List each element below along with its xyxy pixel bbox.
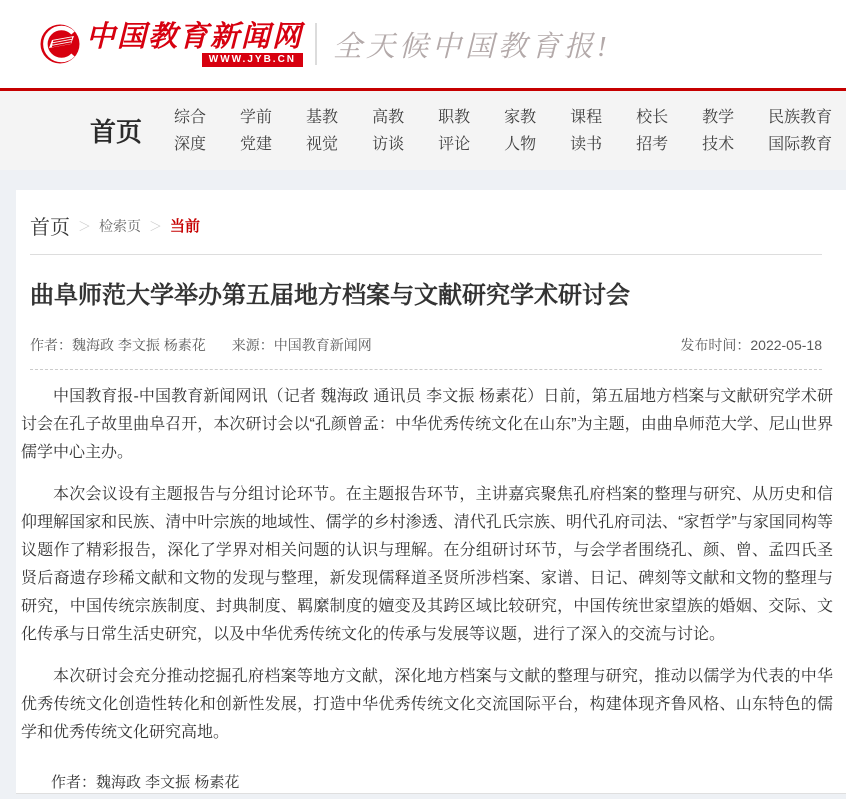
article-body [21,383,833,792]
nav-item-xueqian[interactable]: 学前 [240,108,273,126]
meta-publish-time: 发布时间：2022-05-18 [680,337,822,353]
nav-item-jijiao[interactable]: 基教 [306,108,339,126]
main-nav [0,91,846,170]
nav-item-zhaokao[interactable]: 招考 [636,135,669,153]
nav-item-renwu[interactable]: 人物 [504,135,537,153]
nav-item-pinglun[interactable]: 评论 [438,135,471,153]
nav-column [768,104,832,158]
nav-column [570,104,602,158]
nav-item-dangjian[interactable]: 党建 [240,135,273,153]
site-url-badge: WWW.JYB.CN [202,53,303,67]
header-divider [315,23,317,65]
nav-item-jishu[interactable]: 技术 [702,135,735,153]
site-header [0,0,846,88]
nav-column [702,104,734,158]
nav-item-fangtan[interactable]: 访谈 [372,135,405,153]
nav-column [636,104,668,158]
content-card [16,190,846,794]
nav-item-guojijiaoyu[interactable]: 国际教育 [768,135,833,153]
nav-item-gaojiao[interactable]: 高教 [372,108,405,126]
nav-item-zonghe[interactable]: 综合 [174,108,207,126]
site-slogan: 全天候中国教育报! [333,30,611,63]
nav-item-shendu[interactable]: 深度 [174,135,207,153]
nav-item-jiajiao[interactable]: 家教 [504,108,537,126]
article-paragraph: 本次研讨会充分推动挖掘孔府档案等地方文献，深化地方档案与文献的整理与研究，推动以儒学为代表的中华优秀传统文化创造性转化和创新性发展，打造中华优秀传统文化交流国际平台，构建体现齐鲁风格、山东特色的儒学和优秀传统文化研究高地。 [21,668,833,741]
nav-item-zhijiao[interactable]: 职教 [438,108,471,126]
nav-column [438,104,470,158]
nav-item-xiaozhang[interactable]: 校长 [636,108,669,126]
meta-author: 作者：魏海政 李文振 杨素花 [30,337,206,353]
nav-item-dushu[interactable]: 读书 [570,135,603,153]
breadcrumb-separator-icon: ＞ [149,219,163,234]
breadcrumb-separator-icon: ＞ [78,219,92,234]
site-logo-icon [40,23,80,65]
nav-item-jiaoxue[interactable]: 教学 [702,108,735,126]
breadcrumb-home-link[interactable]: 首页 [30,217,70,239]
nav-column [504,104,536,158]
meta-source: 来源：中国教育新闻网 [231,337,372,353]
site-logo[interactable] [40,22,303,67]
article-paragraph: 中国教育报-中国教育新闻网讯（记者 魏海政 通讯员 李文振 杨素花）日前，第五届地方档案与文献研究学术研讨会在孔子故里曲阜召开，本次研讨会以“孔颜曾孟：中华优秀传统文化在山东”为主题，由曲阜师范大学、尼山世界儒学中心主办。 [21,388,833,461]
nav-column [240,104,272,158]
nav-item-shijue[interactable]: 视觉 [306,135,339,153]
article-meta [30,335,822,355]
nav-column [174,104,206,158]
nav-column [306,104,338,158]
breadcrumb-search-page-link[interactable]: 检索页 [99,217,142,234]
article-title: 曲阜师范大学举办第五届地方档案与文献研究学术研讨会 [30,282,630,309]
nav-item-minzujiaoyu[interactable]: 民族教育 [768,108,833,126]
article-paragraph: 本次会议设有主题报告与分组讨论环节。在主题报告环节，主讲嘉宾聚焦孔府档案的整理与研究、从历史和信仰理解国家和民族、清中叶宗族的地域性、儒学的乡村渗透、清代孔氏宗族、明代孔府司法、“家哲学”与家国同构等议题作了精彩报告，深化了学界对相关问题的认识与理解。在分组研讨环节，与会学者围绕孔、颜、曾、孟四氏圣贤后裔遗存珍稀文献和文物的发现与整理，新发现儒释道圣贤所涉档案、家谱、日记、碑刻等文献和文物的整理与研究，中国传统宗族制度、封典制度、羁縻制度的嬗变及其跨区域比较研究，中国传统世家望族的婚姻、交际、文化传承与日常生活史研究，以及中华优秀传统文化的传承与发展等议题，进行了深入的交流与讨论。 [21,486,833,643]
breadcrumb-divider [30,254,822,255]
nav-item-home[interactable]: 首页 [90,117,143,147]
nav-item-kecheng[interactable]: 课程 [570,108,603,126]
site-name: 中国教育新闻网 [86,20,304,53]
meta-divider [30,369,822,370]
breadcrumb [30,190,822,240]
breadcrumb-current: 当前 [170,218,201,235]
article-footer-author: 作者：魏海政 李文振 杨素花 [51,774,240,791]
nav-columns [174,104,846,158]
nav-column [372,104,404,158]
site-logo-text-block [86,22,303,67]
